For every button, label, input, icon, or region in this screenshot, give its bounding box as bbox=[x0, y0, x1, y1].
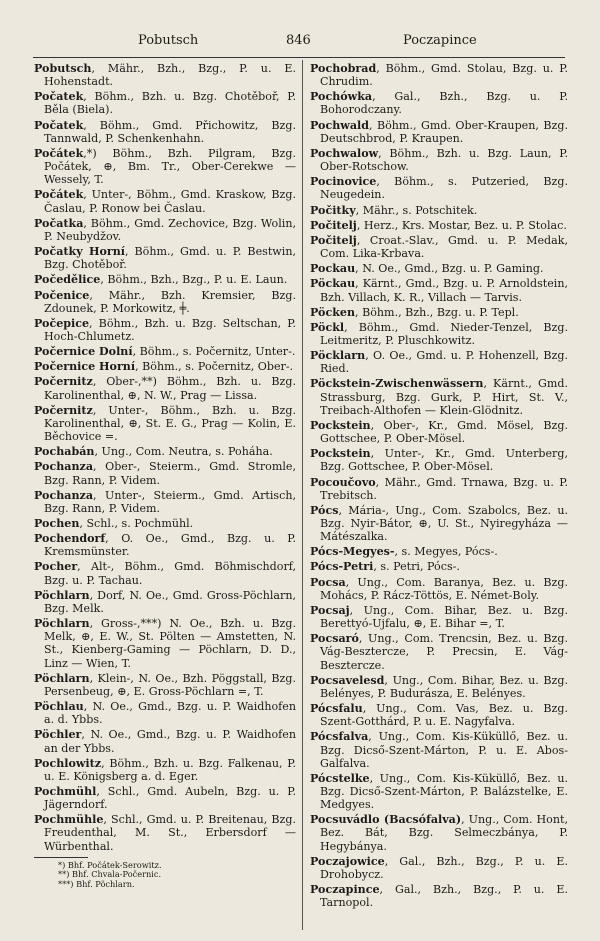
right-entry: Pocsaj, Ung., Com. Bihar, Bez. u. Bzg. Berettyó-Ujfalu, ⊕, E. Bihar =, T. bbox=[310, 603, 568, 631]
right-entry: Poczapince, Gal., Bzh., Bzg., P. u. E. Tarnopol. bbox=[310, 883, 568, 910]
right-entry: Pochówka, Gal., Bzh., Bzg. u. P. Bohorodczany. bbox=[310, 90, 568, 117]
header-rule bbox=[33, 57, 565, 58]
left-entry: Pochlowitz, Böhm., Bzh. u. Bzg. Falkenau, P. u. E. Königsberg a. d. Eger. bbox=[34, 756, 296, 783]
left-entry: Pochanza, Ober-, Steierm., Gmd. Stromle, Bzg. Rann, P. Videm. bbox=[34, 460, 296, 487]
footnote: ***) Bhf. Pöchlarn. bbox=[58, 878, 135, 889]
left-entry: Pochen, Schl., s. Pochmühl. bbox=[34, 517, 194, 530]
left-entry: Pochanza, Unter-, Steierm., Gmd. Artisch, Bzg. Rann, P. Videm. bbox=[34, 488, 296, 515]
right-entry: Pocsa, Ung., Com. Baranya, Bez. u. Bzg. Mohács, P. Rácz-Töttös, E. Német-Boly. bbox=[310, 575, 568, 602]
left-entry: Počernice Dolní, Böhm., s. Počernitz, Unter-. bbox=[34, 345, 296, 359]
column-divider bbox=[302, 60, 303, 930]
right-entry: Pockau, N. Oe., Gmd., Bzg. u. P. Gaming. bbox=[310, 262, 544, 276]
right-entry: Pocsavelesd, Ung., Com. Bihar, Bez. u. Bzg. Belényes, P. Budurásza, E. Belényes. bbox=[310, 673, 568, 700]
right-entry: Pöckau, Kärnt., Gmd., Bzg. u. P. Arnoldstein, Bzh. Villach, K. R., Villach — Tarvis. bbox=[310, 277, 568, 304]
right-entry: Pochwalow, Böhm., Bzh. u. Bzg. Laun, P. Ober-Rotschow. bbox=[310, 146, 568, 174]
right-entry: Počitelj, Herz., Krs. Mostar, Bez. u. P. Stolac. bbox=[310, 218, 567, 232]
left-entry: Pöchlau, N. Oe., Gmd., Bzg. u. P. Waidhofen a. d. Ybbs. bbox=[34, 700, 296, 727]
right-entry: Pöcken, Böhm., Bzh., Bzg. u. P. Tepl. bbox=[310, 305, 519, 319]
left-entry: Pöchlarn, Klein-, N. Oe., Bzh. Pöggstall, Bzg. Persenbeug, ⊕, E. Gross-Pöchlarn =, T. bbox=[34, 671, 296, 698]
right-entry: Pöcklarn, O. Oe., Gmd. u. P. Hohenzell, Bzg. Ried. bbox=[310, 349, 568, 376]
right-entry: Pócs-Megyes-, s. Megyes, Pócs-. bbox=[310, 545, 498, 559]
footnote: **) Bhf. Chvala-Počernic. bbox=[58, 869, 162, 880]
left-entry: Počatek, Böhm., Gmd. Přichowitz, Bzg. Tannwald, P. Schenkenhahn. bbox=[34, 118, 296, 145]
left-column bbox=[34, 62, 296, 890]
left-entry: Počatky Horní, Böhm., Gmd. u. P. Bestwin, Bzg. Chotěboř. bbox=[34, 245, 297, 272]
right-entry: Pócsfalu, Ung., Com. Vas, Bez. u. Bzg. Szent-Gotthárd, P. u. E. Nagyfalva. bbox=[310, 702, 568, 729]
page-header bbox=[0, 33, 600, 51]
left-entry: Počepice, Böhm., Bzh. u. Bzg. Seltschan, P. Hoch-Chlumetz. bbox=[34, 316, 296, 343]
right-entry: Pócs-Petri, s. Petri, Pócs-. bbox=[310, 560, 460, 574]
right-entry: Pochwald, Böhm., Gmd. Ober-Kraupen, Bzg. Deutschbrod, P. Kraupen. bbox=[310, 118, 568, 145]
left-entry: Pochmühle, Schl., Gmd. u. P. Breitenau, Bzg. Freudenthal, M. St., Erbersdorf — Würbenthal. bbox=[34, 813, 296, 853]
left-entry: Pocher, Alt-, Böhm., Gmd. Böhmischdorf, Bzg. u. P. Tachau. bbox=[34, 560, 296, 587]
left-entry: Počatek, Böhm., Bzh. u. Bzg. Chotěboř, P. Běla (Biela). bbox=[34, 90, 296, 117]
header-left-keyword: Pobutsch bbox=[138, 33, 199, 48]
header-right-keyword: Poczapince bbox=[403, 33, 477, 48]
left-entry: Pobutsch, Mähr., Bzh., Bzg., P. u. E. Hohenstadt. bbox=[34, 62, 296, 89]
right-entry: Pocsuvádlo (Bacsófalva), Ung., Com. Hont, Bez. Bát, Bzg. Selmeczbánya, P. Hegybánya. bbox=[310, 813, 568, 853]
right-entry: Pochobrad, Böhm., Gmd. Stolau, Bzg. u. P. Chrudim. bbox=[310, 62, 568, 89]
footnote-rule bbox=[34, 857, 88, 858]
page-number: 846 bbox=[286, 33, 311, 48]
right-entry: Pocinovice, Böhm., s. Putzeried, Bzg. Neugedein. bbox=[310, 175, 568, 202]
left-entry: Počátek, Unter-, Böhm., Gmd. Kraskow, Bzg. Časlau, P. Ronow bei Časlau. bbox=[34, 188, 296, 215]
left-entry: Počernitz, Ober-,**) Böhm., Bzh. u. Bzg. Karolinenthal, ⊕, N. W., Prag — Lissa. bbox=[34, 375, 296, 402]
left-entry: Pöchlarn, Dorf, N. Oe., Gmd. Gross-Pöchlarn, Bzg. Melk. bbox=[34, 588, 296, 615]
right-entry: Pócstelke, Ung., Com. Kis-Küküllő, Bez. u. Bzg. Dicső-Szent-Márton, P. Balázstelke, E. Medgyes. bbox=[310, 771, 568, 812]
left-entry: Pöchlarn, Gross-,***) N. Oe., Bzh. u. Bzg. Melk, ⊕, E. W., St. Pölten — Amstetten, N. St., Kienberg-Gaming — Pöchlarn, D. D., Linz — Wien, T. bbox=[34, 617, 296, 670]
right-entry: Pócs, Mária-, Ung., Com. Szabolcs, Bez. u. Bzg. Nyir-Bátor, ⊕, U. St., Nyiregyháza — Mátészalka. bbox=[310, 503, 568, 544]
right-entry: Pocoučovo, Mähr., Gmd. Trnawa, Bzg. u. P. Trebitsch. bbox=[310, 475, 568, 502]
right-entry: Počitky, Mähr., s. Potschitek. bbox=[310, 203, 478, 217]
left-entry: Počedělice, Böhm., Bzh., Bzg., P. u. E. Laun. bbox=[34, 273, 288, 287]
left-entry: Počernitz, Unter-, Böhm., Bzh. u. Bzg. Karolinenthal, ⊕, St. E. G., Prag — Kolin, E. Běchovice =. bbox=[34, 403, 296, 444]
right-entry: Poczajowice, Gal., Bzh., Bzg., P. u. E. Drohobycz. bbox=[310, 854, 568, 881]
left-entry: Počernice Horní, Böhm., s. Počernitz, Ober-. bbox=[34, 360, 294, 374]
left-entry: Počenice, Mähr., Bzh. Kremsier, Bzg. Zdounek, P. Morkowitz, ╪. bbox=[34, 288, 296, 315]
right-column bbox=[310, 62, 568, 911]
right-entry: Pockstein, Unter-, Kr., Gmd. Unterberg, Bzg. Gottschee, P. Ober-Mösel. bbox=[310, 447, 568, 474]
right-entry: Pockstein, Ober-, Kr., Gmd. Mösel, Bzg. Gottschee, P. Ober-Mösel. bbox=[310, 418, 568, 446]
left-entry: Počátek,*) Böhm., Bzh. Pilgram, Bzg. Počátek, ⊕, Bm. Tr., Ober-Cerekwe — Wessely, T. bbox=[34, 146, 296, 187]
left-entry: Pochabán, Ung., Com. Neutra, s. Poháha. bbox=[34, 445, 273, 459]
left-entry: Pochendorf, O. Oe., Gmd., Bzg. u. P. Kremsmünster. bbox=[34, 532, 296, 559]
right-entry: Pocsaró, Ung., Com. Trencsin, Bez. u. Bzg. Vág-Besztercze, P. Precsin, E. Vág-Besztercze. bbox=[310, 632, 568, 672]
left-entry: Pöchler, N. Oe., Gmd., Bzg. u. P. Waidhofen an der Ybbs. bbox=[34, 728, 296, 755]
right-entry: Pöckstein-Zwischenwässern, Kärnt., Gmd. Strassburg, Bzg. Gurk, P. Hirt, St. V., Treibach-Althofen — Klein-Glödnitz. bbox=[310, 377, 568, 417]
left-entry: Počatka, Böhm., Gmd. Zechovice, Bzg. Wolin, P. Neubydžov. bbox=[34, 216, 296, 243]
right-entry: Pöckl, Böhm., Gmd. Nieder-Tenzel, Bzg. Leitmeritz, P. Pluschkowitz. bbox=[310, 320, 568, 347]
right-entry: Počitelj, Croat.-Slav., Gmd. u. P. Medak, Com. Lika-Krbava. bbox=[310, 233, 568, 261]
right-entry: Pócsfalva, Ung., Com. Kis-Küküllő, Bez. u. Bzg. Dicső-Szent-Márton, P. u. E. Abos-Galfalva. bbox=[310, 730, 568, 770]
left-entry: Pochmühl, Schl., Gmd. Aubeln, Bzg. u. P. Jägerndorf. bbox=[34, 784, 296, 812]
footnote: *) Bhf. Počátek-Serowitz. bbox=[58, 859, 162, 870]
